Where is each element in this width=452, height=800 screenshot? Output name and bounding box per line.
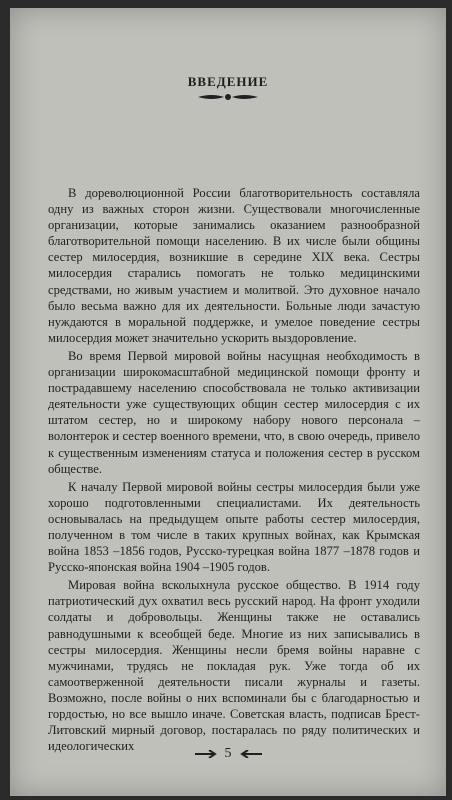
page-number: 5 <box>224 746 232 761</box>
paragraph-4: Мировая война всколыхнула русское общество. В 1914 году патриотический дух охватил весь русский народ. На фронт уходили солдаты и добровольцы. Женщины также не оставались равнодушными к всеобщей беде. Многие из них записывались в сестры милосердия. Женщины несли бремя войны наравне с мужчинами, трудясь не покладая рук. Уже тогда об их самоотверженной деятельности писали журналы и газеты. Возможно, после войны о них вспоминали бы с благодарностью и гордостью, но все вышло иначе. Советская власть, подписав Брест-Литовский мирный договор, постаралась по ряду политических и идеологических <box>48 578 420 754</box>
paragraph-2: Во время Первой мировой войны насущная необходимость в организации широкомасштабной медицинской помощи фронту и пострадавшему населению способствовала не только активизации деятельности уже существующих общин сестер милосердия с их штатом сестер, но и широкому набору нового персонала – волонтерок и сестер военного времени, что, в свою очередь, привело к существенным изменениям статуса и положения сестер в русском обществе. <box>48 348 420 476</box>
book-page <box>10 8 446 796</box>
page-footer <box>10 746 446 762</box>
body-text <box>48 185 420 756</box>
paragraph-1: В дореволюционной России благотворительность составляла одну из важных сторон жизни. Существовали многочисленные организации, которые занимались оказанием разнообразной благотворительной помощи населению. В их числе были общины сестер милосердия, возникшие в середине XIX века. Сестры милосердия старались помогать не только медицинскими средствами, но живым участием и молитвой. Это духовное начало было весьма важно для их деятельности. Больные люди зачастую нуждаются в моральной поддержке, и умелое поведение сестры милосердия может значительно ускорить выздоровление. <box>48 186 420 345</box>
paragraph-3: К началу Первой мировой войны сестры милосердия были уже хорошо подготовленными специалистами. Их деятельность основывалась на предыдущем опыте работы сестер милосердия, полученном в том числе в таких крупных войнах, как Крымская война 1853 –1856 годов, Русско-турецкая война 1877 –1878 годов и Русско-японская война 1904 –1905 годов. <box>48 479 420 575</box>
arrow-right-icon <box>240 750 262 758</box>
chapter-title: ВВЕДЕНИЕ <box>187 74 269 89</box>
arrow-left-icon <box>195 750 217 758</box>
ornament-divider-icon <box>10 92 446 102</box>
